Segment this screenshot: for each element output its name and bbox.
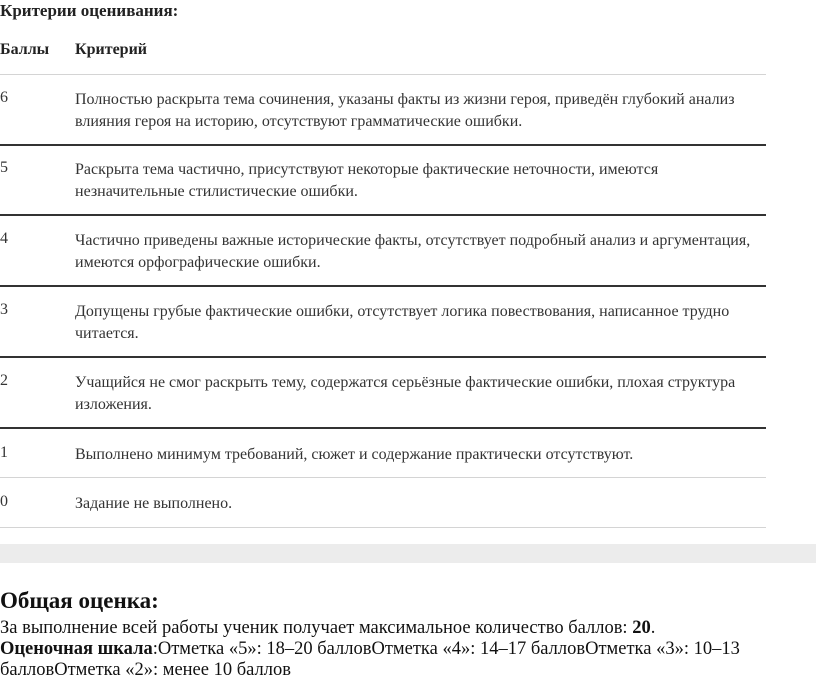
row-criterion: Полностью раскрыта тема сочинения, указаны факты из жизни героя, приведён глубокий анализ влияния героя на историю, отсутствуют грамматические ошибки. — [75, 91, 735, 130]
row-criterion: Задание не выполнено. — [75, 495, 233, 512]
row-criterion: Учащийся не смог раскрыть тему, содержатся серьёзные фактические ошибки, плохая структура изложения. — [75, 374, 736, 413]
summary-section — [0, 563, 816, 689]
summary-text — [0, 618, 812, 681]
row-score: 5 — [0, 159, 8, 176]
header-divider — [0, 74, 766, 75]
scale-colon: : — [152, 639, 158, 659]
row-divider — [0, 427, 766, 429]
header-criterion: Критерий — [75, 41, 148, 58]
row-score: 3 — [0, 301, 8, 318]
row-score: 6 — [0, 89, 8, 106]
row-score: 1 — [0, 444, 8, 461]
row-score: 0 — [0, 493, 8, 510]
scale-text: Отметка «5»: 18–20 балловОтметка «4»: 14–17 балловОтметка «3»: 10–13 балловОтметка «2»: менее 10 баллов — [0, 639, 740, 680]
max-points-end: . — [650, 618, 656, 638]
row-score: 4 — [0, 230, 8, 247]
header-score: Баллы — [0, 41, 50, 58]
scale-label: Оценочная шкала — [0, 639, 153, 659]
criteria-title: Критерии оценивания: — [0, 1, 179, 20]
max-points-value: 20 — [632, 618, 651, 638]
row-criterion: Раскрыта тема частично, присутствуют некоторые фактические неточности, имеются незначительные стилистические ошибки. — [75, 161, 659, 200]
row-criterion: Частично приведены важные исторические факты, отсутствует подробный анализ и аргументация, имеются орфографические ошибки. — [75, 232, 751, 271]
row-divider — [0, 356, 766, 358]
row-criterion: Выполнено минимум требований, сюжет и содержание практически отсутствуют. — [75, 446, 634, 463]
table-bottom-divider — [0, 527, 766, 528]
row-divider — [0, 214, 766, 216]
row-score: 2 — [0, 372, 8, 389]
row-divider — [0, 477, 766, 478]
row-criterion: Допущены грубые фактические ошибки, отсутствует логика повествования, написанное трудно читается. — [75, 303, 730, 342]
summary-title: Общая оценка: — [0, 588, 159, 613]
row-divider — [0, 144, 766, 146]
max-points-text: За выполнение всей работы ученик получает максимальное количество баллов: — [0, 618, 633, 638]
row-divider — [0, 285, 766, 287]
